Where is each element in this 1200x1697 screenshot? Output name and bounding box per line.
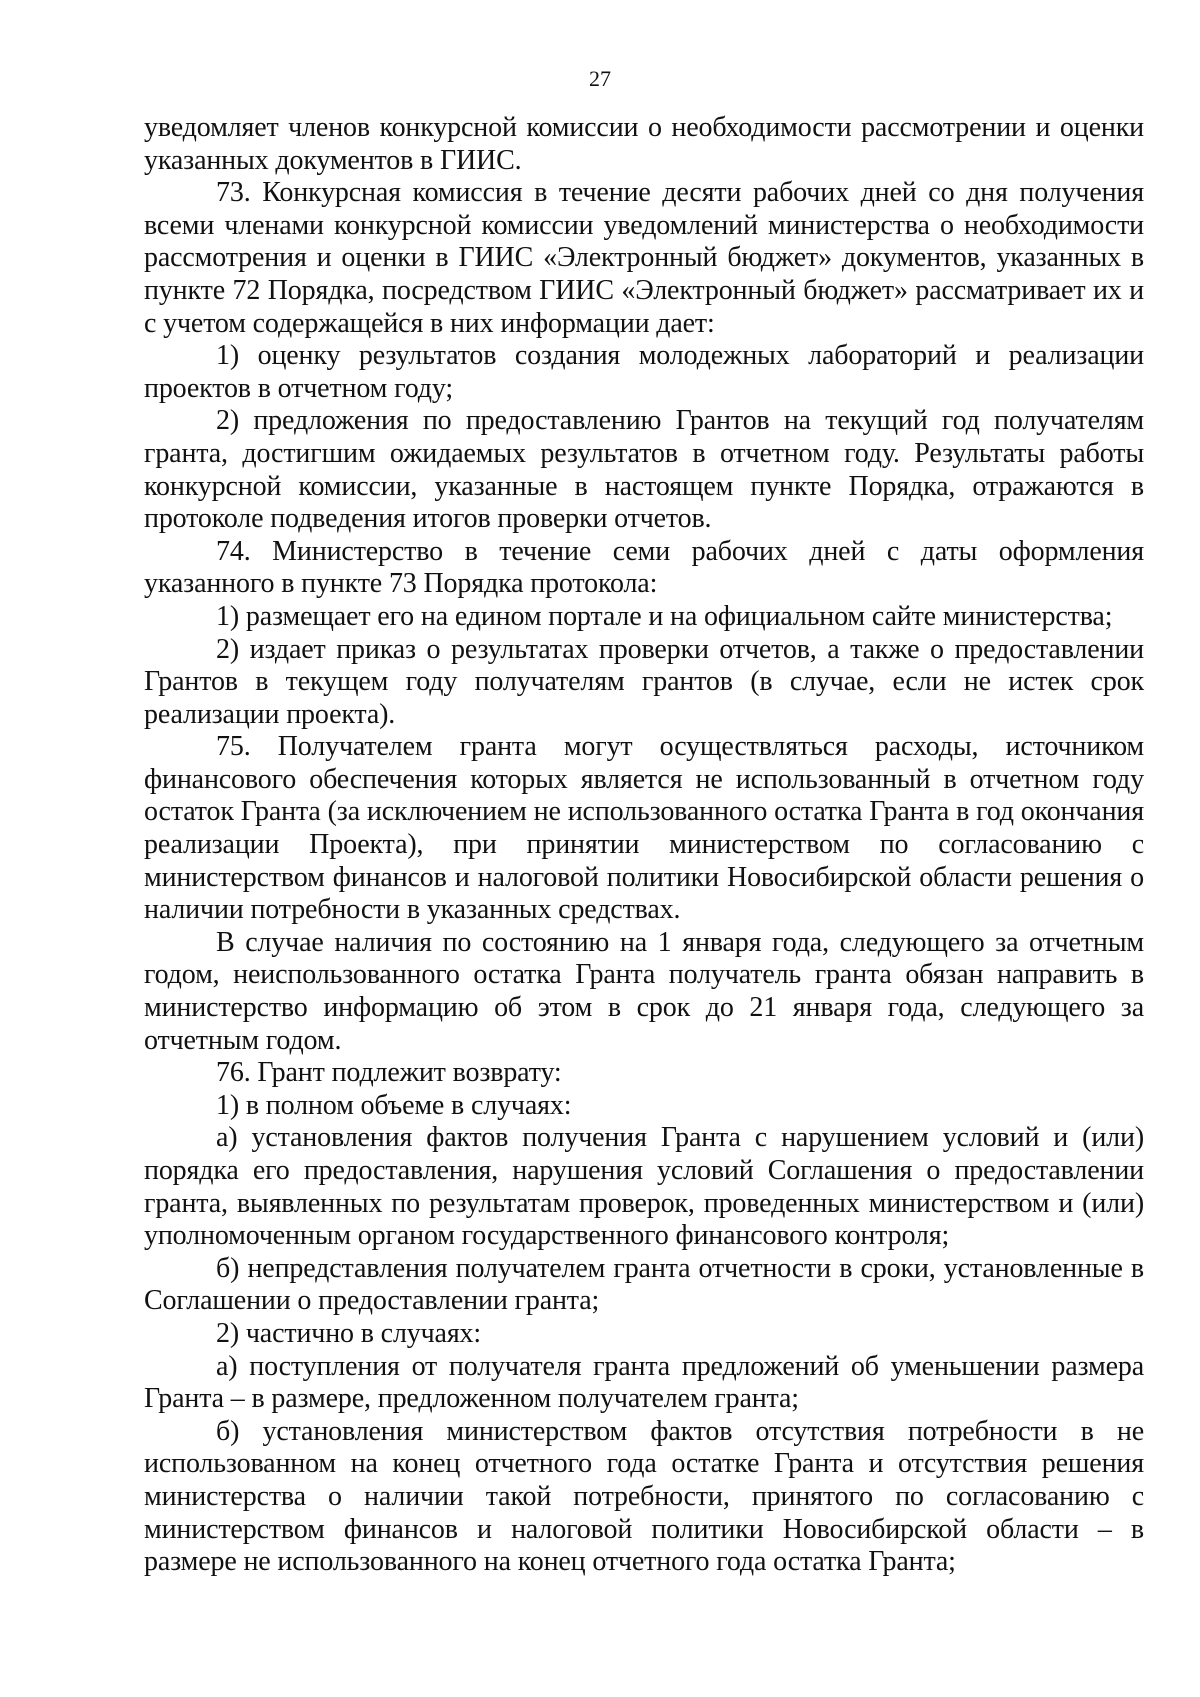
paragraph-item-76-1-a: а) установления фактов получения Гранта с нарушением условий и (или) порядка его предоставления, нарушения условий Соглашения о предоставлении гранта, выявленных по результатам проверок, проведенных министерством и (или) уполномоченным органом государственного финансового контроля; bbox=[144, 1122, 1144, 1252]
paragraph-item-76-2: 2) частично в случаях: bbox=[216, 1317, 482, 1349]
paragraph-item-76-2-a: а) поступления от получателя гранта предложений об уменьшении размера Гранта – в размере, предложенном получателем гранта; bbox=[144, 1350, 1144, 1415]
paragraph-item-73-2: 2) предложения по предоставлению Грантов на текущий год получателям гранта, достигшим ожидаемых результатов в отчетном году. Результаты работы конкурсной комиссии, указанные в настоящем пункте Порядка, отражаются в протоколе подведения итогов проверки отчетов. bbox=[144, 405, 1144, 535]
paragraph-continuation: уведомляет членов конкурсной комиссии о необходимости рассмотрении и оценки указанных документов в ГИИС. bbox=[144, 112, 1144, 176]
page-number: 27 bbox=[589, 66, 611, 91]
paragraph-item-74-1: 1) размещает его на едином портале и на официальном сайте министерства; bbox=[216, 600, 1113, 632]
paragraph-item-74: 74. Министерство в течение семи рабочих дней с даты оформления указанного в пункте 73 Порядка протокола: bbox=[144, 535, 1144, 600]
paragraph-item-75-second: В случае наличия по состоянию на 1 января года, следующего за отчетным годом, неиспользованного остатка Гранта получатель гранта обязан направить в министерство информацию об этом в срок до 21 января года, следующего за отчетным годом. bbox=[144, 926, 1144, 1056]
paragraph-item-73: 73. Конкурсная комиссия в течение десяти рабочих дней со дня получения всеми членами конкурсной комиссии уведомлений министерства о необходимости рассмотрения и оценки в ГИИС «Электронный бюджет» документов, указанных в пункте 72 Порядка, посредством ГИИС «Электронный бюджет» рассматривает их и с учетом содержащейся в них информации дает: bbox=[144, 177, 1144, 339]
paragraph-item-74-2: 2) издает приказ о результатах проверки отчетов, а также о предоставлении Грантов в текущем году получателям грантов (в случае, если не истек срок реализации проекта). bbox=[144, 633, 1144, 730]
paragraph-item-76: 76. Грант подлежит возврату: bbox=[216, 1057, 562, 1089]
paragraph-item-73-1: 1) оценку результатов создания молодежных лабораторий и реализации проектов в отчетном году; bbox=[144, 340, 1144, 404]
paragraph-item-76-1-b: б) непредставления получателем гранта отчетности в сроки, установленные в Соглашении о предоставлении гранта; bbox=[144, 1252, 1144, 1317]
paragraph-item-75: 75. Получателем гранта могут осуществляться расходы, источником финансового обеспечения которых является не использованный в отчетном году остаток Гранта (за исключением не использованного остатка Гранта в год окончания реализации Проекта), при принятии министерством по согласованию с министерством финансов и налоговой политики Новосибирской области решения о наличии потребности в указанных средствах. bbox=[144, 731, 1144, 926]
document-body bbox=[144, 112, 1144, 1579]
paragraph-item-76-1: 1) в полном объеме в случаях: bbox=[216, 1089, 572, 1121]
paragraph-item-76-2-b: б) установления министерством фактов отсутствия потребности в не использованном на конец отчетного года остатке Гранта и отсутствия решения министерства о наличии такой потребности, принятого по согласованию с министерством финансов и налоговой политики Новосибирской области – в размере не использованного на конец отчетного года остатка Гранта; bbox=[144, 1415, 1144, 1578]
